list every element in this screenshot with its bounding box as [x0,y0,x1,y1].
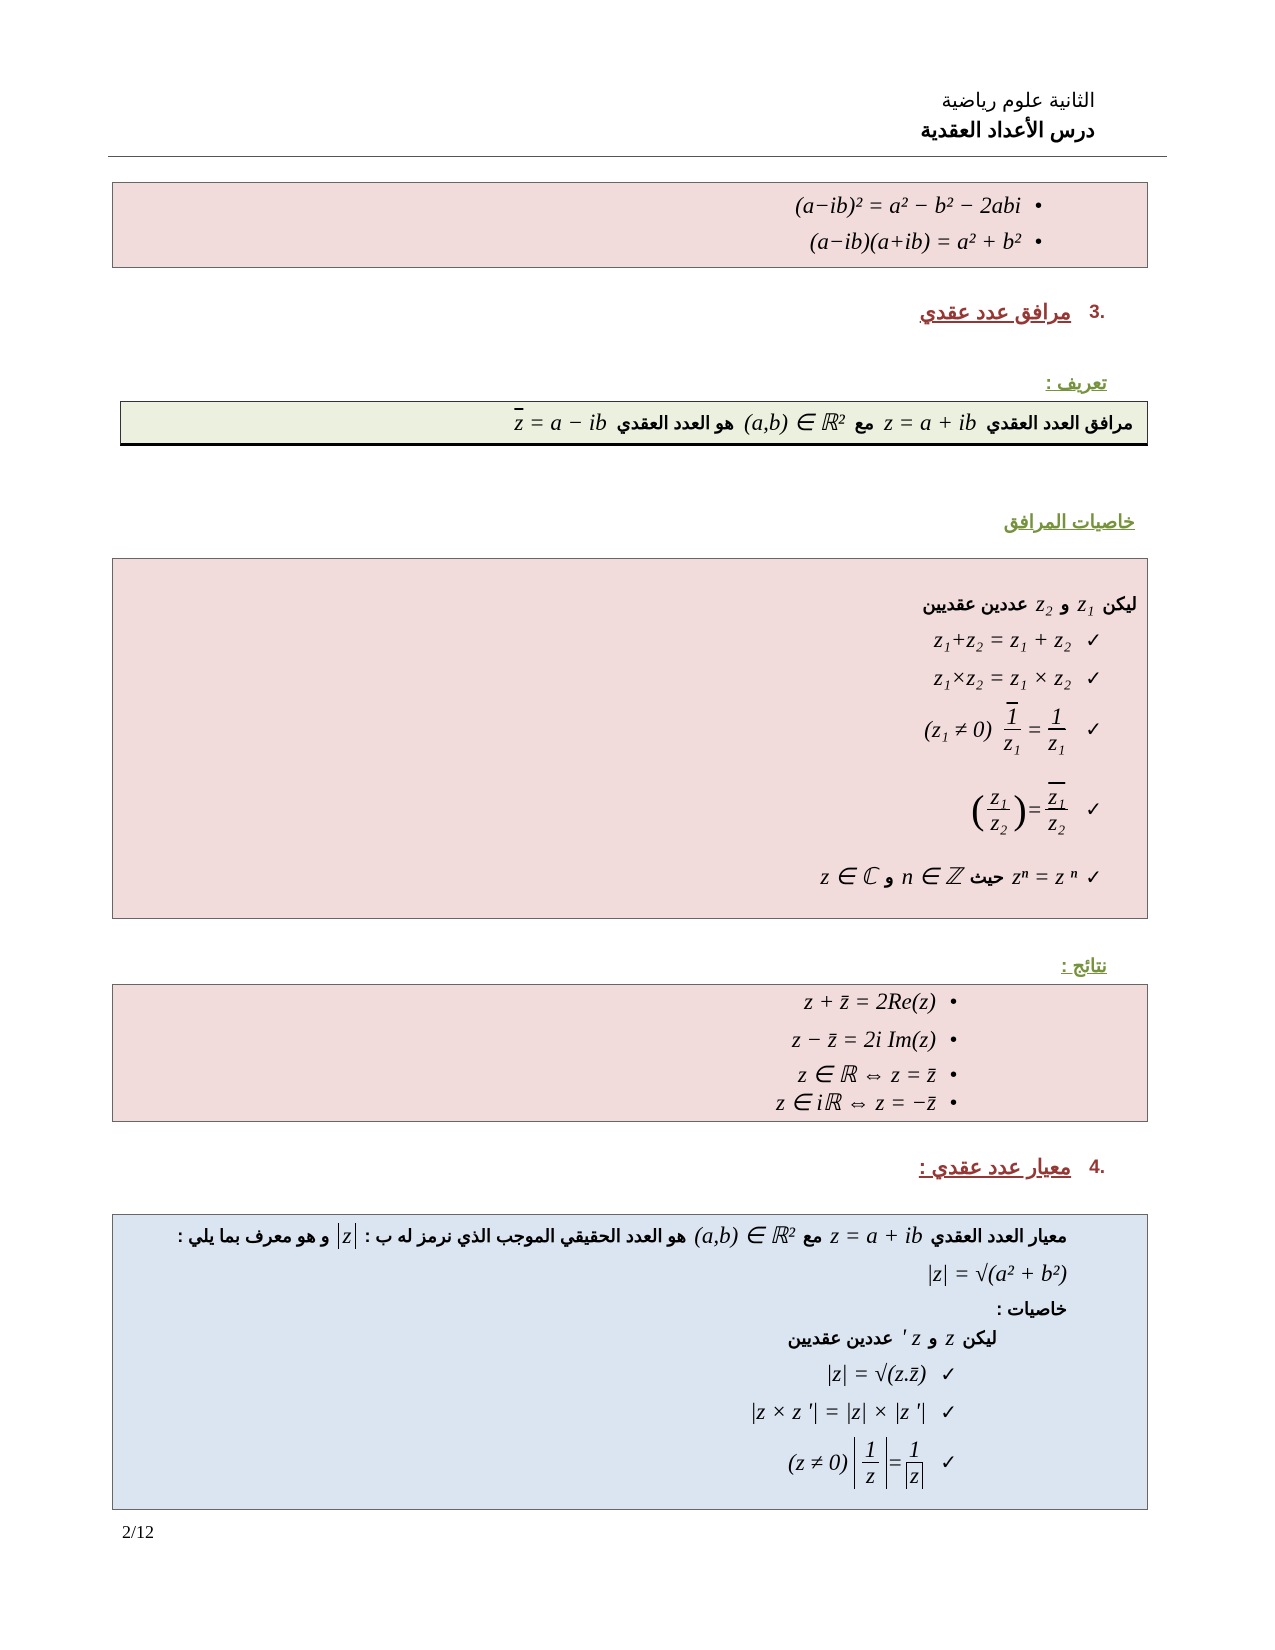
results-box [112,984,1148,1122]
identity-1: (a−ib)² = a² − b² − 2abi [795,193,1021,218]
property-2: ✓ z₁×z₂ = z₁ × z₂ [933,665,1102,690]
check-icon: ✓ [940,1452,957,1475]
modulus-prop-3: ✓ (z ≠ 0) $\frac{1}{z}$ = $\frac{1}{z}$ [788,1437,957,1489]
modulus-prop-2: ✓ |z × z '| = |z| × |z '| [750,1399,957,1424]
section-4-title: معيار عدد عقدي : [918,1156,1072,1179]
check-icon: ✓ [1085,799,1102,822]
identities-box [112,182,1148,268]
section-3-title: مرافق عدد عقدي [919,301,1072,324]
modulus-intro: ليكن z و z ' عددين عقديين [787,1325,997,1350]
check-icon: ✓ [1085,667,1102,690]
page-number: 2/12 [122,1522,155,1542]
result-1: • z + z̄ = 2Re(z) [804,989,957,1014]
section-4-heading [919,1155,1105,1180]
check-icon: ✓ [1085,629,1102,652]
check-icon: ✓ [1085,719,1102,742]
check-icon: ✓ [940,1363,957,1386]
modulus-definition: معيار العدد العقدي z = a + ib مع (a,b) ∈ ℝ² هو العدد الحقيقي الموجب الذي نرمز له ب : z و هو معرف بما يلي : [177,1223,1067,1248]
modulus-props-title: خاصيات : [996,1299,1067,1319]
definition-content: مرافق العدد العقدي z = a + ib مع (a,b) ∈ ℝ² هو العدد العقدي $\overline{z} = a$ − ib [514,410,1133,435]
property-3: ✓ (z₁ ≠ 0) $\frac{1}{\text{z₁}}$ = $\frac{1}{\text{z₁}}$ [924,704,1102,756]
modulus-box [112,1214,1148,1510]
result-4: • z ∈ iℝ ⇔ z = −z̄ [775,1090,957,1115]
result-2: • z − z̄ = 2i Im(z) [791,1027,957,1052]
properties-title: خاصيات المرافق [1003,512,1135,533]
header-level: الثانية علوم رياضية [941,90,1095,112]
properties-intro: ليكن z₁ و z₂ عددين عقديين [922,591,1137,616]
section-4-number: .4 [1089,1156,1105,1178]
property-4: ✓ ( $\frac{\text{z₁}}{\text{z₂}}$ ) = $\frac{\text{z₁}}{\text{z₂}}$ [971,784,1102,836]
conjugate-formula: $\overline{z} = a$ − ib [514,410,607,435]
section-3-heading [920,300,1105,325]
definition-box [120,401,1148,446]
check-icon: ✓ [940,1401,957,1424]
header-divider [108,156,1167,157]
check-icon: ✓ [1085,866,1102,889]
modulus-prop-1: ✓ |z| = √(z.z̄) [826,1361,957,1386]
property-5: ✓ zⁿ = z ⁿ حيث n ∈ ℤ و z ∈ ℂ [820,864,1102,889]
section-3-number: .3 [1089,301,1105,323]
result-3: • z ∈ ℝ ⇔ z = z̄ [797,1062,957,1087]
identity-row-1: • (a−ib)² = a² − b² − 2abi [795,193,1042,218]
lesson-title: درس الأعداد العقدية [920,119,1095,142]
identity-2: (a−ib)(a+ib) = a² + b² [809,229,1021,254]
properties-box [112,558,1148,919]
modulus-formula: |z| = √(a² + b²) [926,1261,1067,1286]
definition-title: تعريف : [1045,373,1107,394]
results-title: نتائج : [1061,956,1107,977]
property-1: ✓ z₁+z₂ = z₁ + z₂ [933,627,1102,652]
identity-row-2: • (a−ib)(a+ib) = a² + b² [809,229,1042,254]
